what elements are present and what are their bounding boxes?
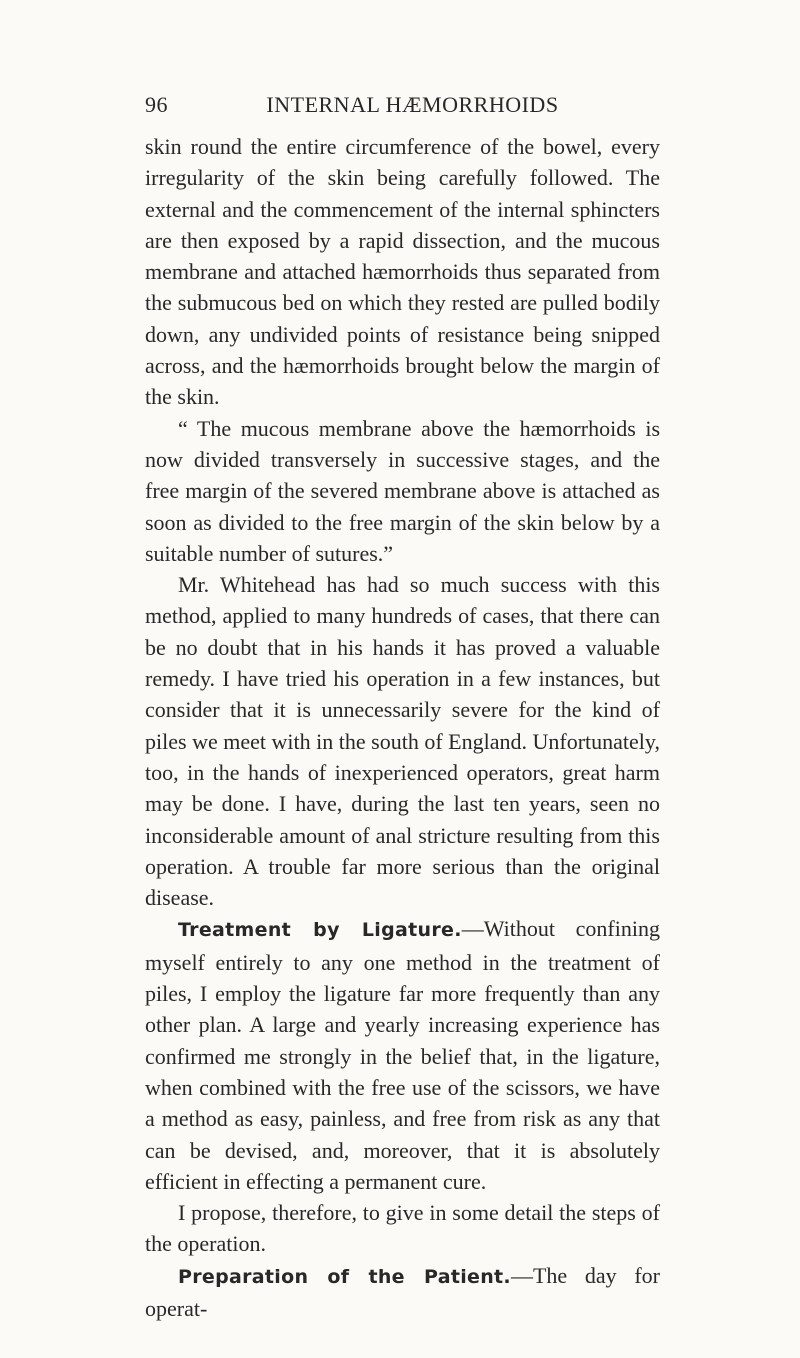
chapter-title: INTERNAL HÆMORRHOIDS (266, 92, 559, 117)
paragraph-ligature-treatment (145, 913, 660, 1197)
section-heading-preparation: Preparation of the Patient. (178, 1265, 511, 1288)
page-number: 96 (145, 92, 168, 117)
paragraph-preparation (145, 1260, 660, 1325)
paragraph-ligature-text: —Without confining myself entirely to any one method in the treatment of piles, I employ the ligature far more frequently than any other plan. A large and yearly increasing experience has confirmed me strongly in the belief that, in the ligature, when combined with the free use of the scissors, we have a method as easy, painless, and free from risk as any that can be devised, and, moreover, that it is absolutely efficient in effecting a permanent cure. (145, 916, 660, 1194)
paragraph-propose: I propose, therefore, to give in some detail the steps of the operation. (145, 1200, 660, 1257)
paragraph-continuation: skin round the entire circumference of the bowel, every irregularity of the skin being carefully followed. The external and the commencement of the internal sphincters are then exposed by a rapid dissection, and the mucous membrane and attached hæmorrhoids thus separated from the submucous bed on which they rested are pulled bodily down, any undivided points of resistance being snipped across, and the hæmorrhoids brought below the margin of the skin. (145, 134, 660, 410)
paragraph-preparation-text: —The day for operat- (145, 1262, 660, 1321)
section-heading-ligature: Treatment by Ligature. (178, 919, 462, 942)
body-text (145, 131, 660, 1324)
running-head (145, 92, 660, 122)
paragraph-quote-end: “ The mucous membrane above the hæmorrhoids is now divided transversely in successive stages, and the free margin of the severed membrane above is attached as soon as divided to the free margin of the skin below by a suitable number of sutures.” (145, 415, 660, 566)
paragraph-whitehead-method: Mr. Whitehead has had so much success with this method, applied to many hundreds of cases, that there can be no doubt that in his hands it has proved a valuable remedy. I have tried his operation in a few instances, but consider that it is unnecessarily severe for the kind of piles we meet with in the south of England. Unfortunately, too, in the hands of inexperienced operators, great harm may be done. I have, during the last ten years, seen no inconsiderable amount of anal stricture resulting from this operation. A trouble far more serious than the original disease. (145, 572, 660, 911)
